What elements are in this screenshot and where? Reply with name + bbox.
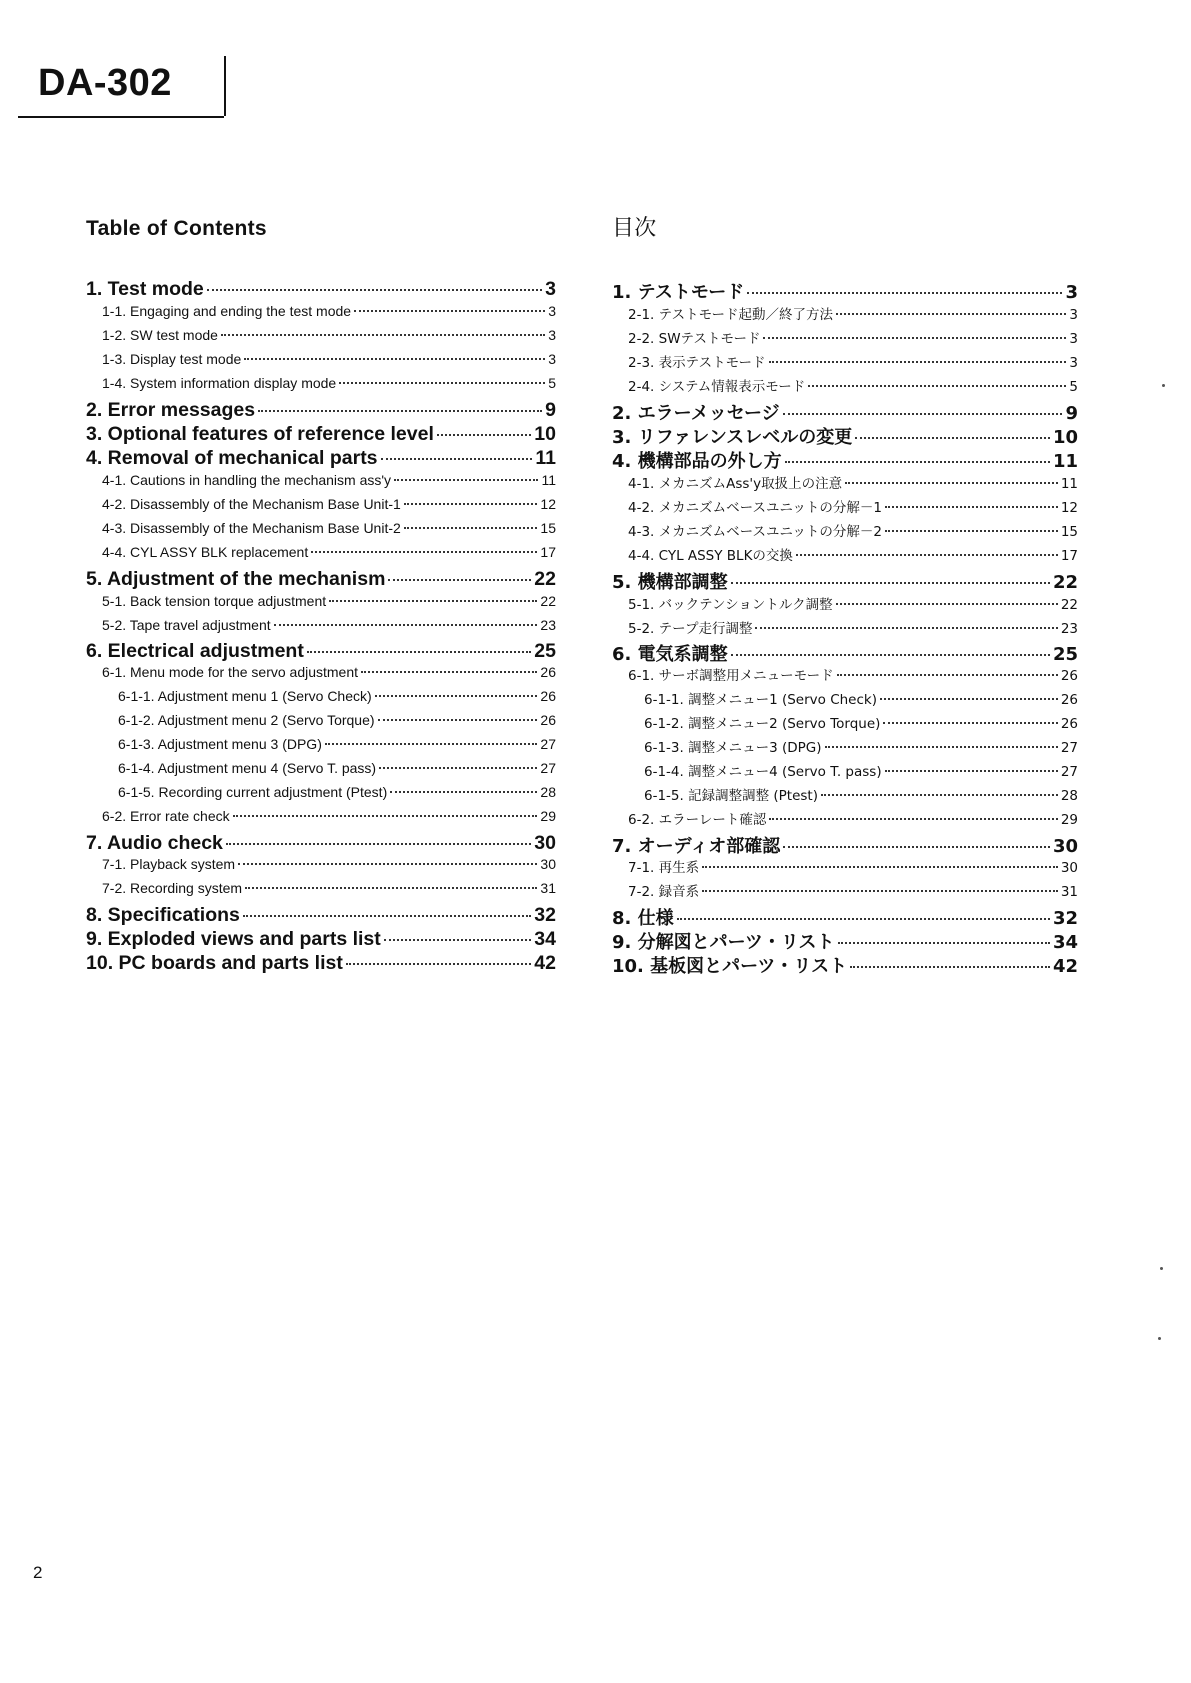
toc-entry[interactable]: 5-1. Back tension torque adjustment 22 (102, 593, 556, 609)
toc-entry[interactable]: 6-1-1. 調整メニュー1 (Servo Check) 26 (644, 692, 1078, 708)
toc-entry[interactable]: 7-1. Playback system 30 (102, 856, 556, 872)
toc-entry[interactable]: 6-2. Error rate check 29 (102, 808, 556, 824)
toc-entry[interactable]: 9. 分解図とパーツ・リスト 34 (612, 932, 1078, 953)
toc-entry[interactable]: 6. 電気系調整 25 (612, 644, 1078, 665)
toc-entry[interactable]: 8. 仕様 32 (612, 908, 1078, 929)
toc-entry[interactable]: 1-2. SW test mode 3 (102, 327, 556, 343)
toc-entry[interactable]: 3. Optional features of reference level 10 (86, 423, 556, 445)
toc-entry[interactable]: 1. Test mode 3 (86, 278, 556, 300)
toc-entry[interactable]: 7-2. 録音系 31 (628, 884, 1078, 900)
toc-entry[interactable]: 4-1. メカニズムAss'y取扱上の注意 11 (628, 476, 1078, 492)
toc-title-en: Table of Contents (86, 217, 267, 240)
toc-entry[interactable]: 6-1-4. Adjustment menu 4 (Servo T. pass) 27 (118, 760, 556, 776)
toc-entry[interactable]: 6. Electrical adjustment 25 (86, 640, 556, 662)
toc-entry[interactable]: 10. 基板図とパーツ・リスト 42 (612, 956, 1078, 977)
scan-speck (1162, 384, 1165, 387)
toc-entry[interactable]: 2. Error messages 9 (86, 399, 556, 421)
scan-speck (1158, 1337, 1161, 1340)
toc-entry[interactable]: 4-4. CYL ASSY BLK replacement 17 (102, 544, 556, 560)
toc-entry[interactable]: 8. Specifications 32 (86, 904, 556, 926)
toc-entry[interactable]: 4-3. Disassembly of the Mechanism Base Unit-2 15 (102, 520, 556, 536)
model-title: DA-302 (38, 62, 172, 104)
toc-entry[interactable]: 6-1-2. 調整メニュー2 (Servo Torque) 26 (644, 716, 1078, 732)
toc-entry[interactable]: 6-1. サーボ調整用メニューモード 26 (628, 668, 1078, 684)
toc-entry[interactable]: 1-4. System information display mode 5 (102, 375, 556, 391)
toc-entry[interactable]: 7-1. 再生系 30 (628, 860, 1078, 876)
toc-entry[interactable]: 6-1-3. 調整メニュー3 (DPG) 27 (644, 740, 1078, 756)
toc-entry[interactable]: 7. Audio check 30 (86, 832, 556, 854)
toc-title-jp: 目次 (612, 216, 657, 241)
toc-entry[interactable]: 2-1. テストモード起動／終了方法 3 (628, 307, 1078, 323)
model-header (18, 56, 224, 118)
toc-entry[interactable]: 7. オーディオ部確認 30 (612, 836, 1078, 857)
toc-entry[interactable]: 7-2. Recording system 31 (102, 880, 556, 896)
toc-entry[interactable]: 4-3. メカニズムベースユニットの分解－2 15 (628, 524, 1078, 540)
toc-entry[interactable]: 6-1-2. Adjustment menu 2 (Servo Torque) 26 (118, 712, 556, 728)
toc-entry[interactable]: 2. エラーメッセージ 9 (612, 403, 1078, 424)
toc-entry[interactable]: 4-2. メカニズムベースユニットの分解－1 12 (628, 500, 1078, 516)
toc-entry[interactable]: 5. 機構部調整 22 (612, 572, 1078, 593)
header-rule (224, 56, 226, 116)
toc-entry[interactable]: 2-3. 表示テストモード 3 (628, 355, 1078, 371)
toc-entry[interactable]: 6-1-4. 調整メニュー4 (Servo T. pass) 27 (644, 764, 1078, 780)
toc-english (86, 212, 556, 974)
toc-entry[interactable]: 6-1-1. Adjustment menu 1 (Servo Check) 26 (118, 688, 556, 704)
toc-entry[interactable]: 2-4. システム情報表示モード 5 (628, 379, 1078, 395)
toc-entry[interactable]: 3. リファレンスレベルの変更 10 (612, 427, 1078, 448)
toc-entry[interactable]: 1-3. Display test mode 3 (102, 351, 556, 367)
toc-entry[interactable]: 6-1. Menu mode for the servo adjustment 26 (102, 664, 556, 680)
toc-entry[interactable]: 9. Exploded views and parts list 34 (86, 928, 556, 950)
toc-entry[interactable]: 2-2. SWテストモード 3 (628, 331, 1078, 347)
toc-entry[interactable]: 10. PC boards and parts list 42 (86, 952, 556, 974)
toc-entry[interactable]: 4-2. Disassembly of the Mechanism Base Unit-1 12 (102, 496, 556, 512)
toc-entry[interactable]: 6-2. エラーレート確認 29 (628, 812, 1078, 828)
toc-entry[interactable]: 6-1-5. Recording current adjustment (Ptest) 28 (118, 784, 556, 800)
toc-entry[interactable]: 4-1. Cautions in handling the mechanism ass'y 11 (102, 472, 556, 488)
page-number: 2 (33, 1563, 43, 1582)
toc-entry[interactable]: 1. テストモード 3 (612, 282, 1078, 303)
toc-japanese (612, 212, 1078, 977)
toc-entry[interactable]: 5-1. バックテンショントルク調整 22 (628, 597, 1078, 613)
toc-entry[interactable]: 4-4. CYL ASSY BLKの交換 17 (628, 548, 1078, 564)
toc-entry[interactable]: 5. Adjustment of the mechanism 22 (86, 568, 556, 590)
scan-speck (1160, 1267, 1163, 1270)
toc-entry[interactable]: 6-1-5. 記録調整調整 (Ptest) 28 (644, 788, 1078, 804)
toc-entry[interactable]: 6-1-3. Adjustment menu 3 (DPG) 27 (118, 736, 556, 752)
toc-entry[interactable]: 1-1. Engaging and ending the test mode 3 (102, 303, 556, 319)
toc-entry[interactable]: 4. Removal of mechanical parts 11 (86, 447, 556, 469)
toc-entry[interactable]: 4. 機構部品の外し方 11 (612, 451, 1078, 472)
toc-entry[interactable]: 5-2. テープ走行調整 23 (628, 621, 1078, 637)
toc-entry[interactable]: 5-2. Tape travel adjustment 23 (102, 617, 556, 633)
